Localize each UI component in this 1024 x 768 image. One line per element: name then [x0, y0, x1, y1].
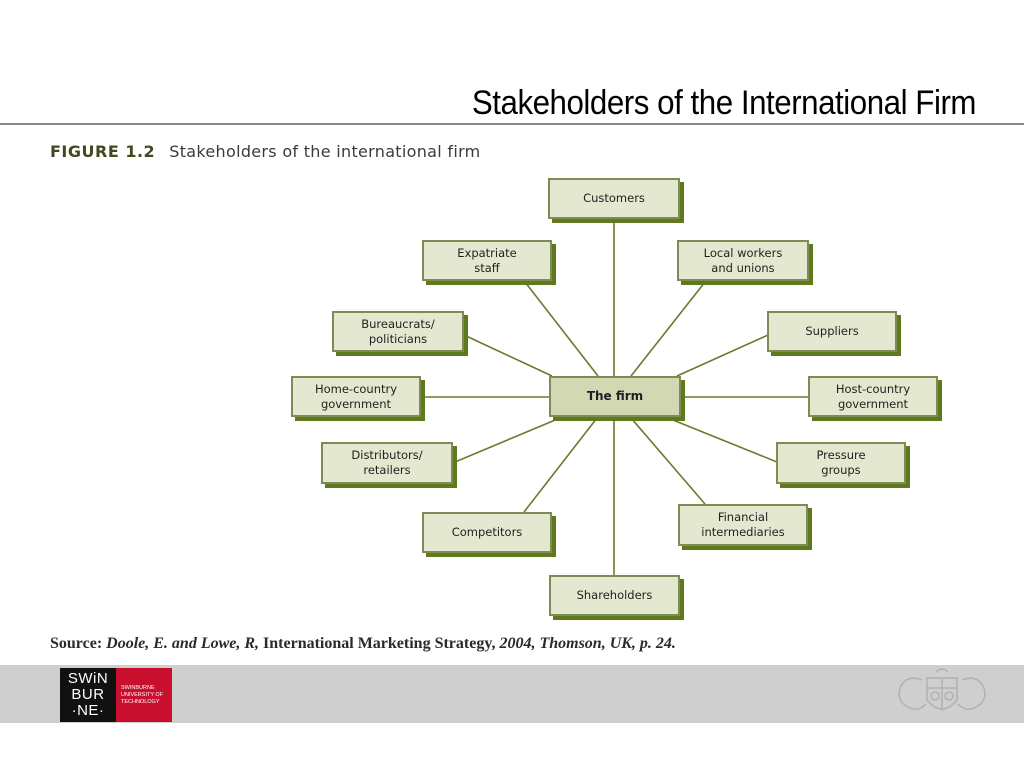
- node-shareholders-label: Shareholders: [576, 588, 653, 602]
- logo-wordmark: [60, 668, 116, 722]
- logo-line-1: SWiN: [67, 670, 109, 687]
- source-authors: Doole, E. and Lowe, R,: [106, 635, 260, 652]
- node-local-workers-label: Local workers and unions: [703, 245, 783, 275]
- source-label: Source:: [50, 635, 103, 652]
- figure-number: FIGURE 1.2: [50, 142, 156, 161]
- node-financial-intermediaries-label: Financial intermediaries: [701, 510, 785, 539]
- figure-source: [50, 633, 676, 655]
- node-bureaucrats: [332, 311, 464, 352]
- connector-suppliers: [677, 335, 768, 376]
- source-details: 2004, Thomson, UK, p. 24.: [499, 635, 676, 652]
- logo-text-1: SWINBURNE: [121, 684, 155, 691]
- node-distributors: [321, 442, 453, 484]
- node-home-government-label: Home-country government: [314, 381, 398, 411]
- node-competitors-label: Competitors: [451, 525, 523, 539]
- connector-pressure-groups: [668, 418, 777, 462]
- logo-text-2: UNIVERSITY OF: [121, 691, 164, 698]
- node-expatriate-staff-label: Expatriate staff: [457, 245, 517, 275]
- node-shareholders: [549, 575, 680, 616]
- connector-distributors: [455, 418, 560, 462]
- node-financial-intermediaries: [678, 504, 808, 546]
- slide-title: Stakeholders of the International Firm: [471, 84, 976, 122]
- node-customers: [548, 178, 680, 219]
- node-distributors-label: Distributors/ retailers: [351, 448, 423, 477]
- node-customers-label: Customers: [583, 191, 645, 205]
- node-expatriate-staff: [422, 240, 552, 281]
- logo-text-block: [116, 668, 172, 722]
- connector-bureaucrats: [464, 335, 552, 376]
- node-suppliers: [767, 311, 897, 352]
- node-home-government: [291, 376, 421, 417]
- logo-text-3: TECHNOLOGY: [121, 698, 160, 705]
- node-local-workers: [677, 240, 809, 281]
- logo-line-3: ·NE·: [71, 702, 105, 719]
- node-the-firm-label: The firm: [586, 389, 644, 403]
- logo-line-2: BUR: [71, 686, 105, 703]
- node-host-government-label: Host-country government: [835, 381, 911, 411]
- connector-financial-intermediaries: [631, 418, 705, 504]
- node-bureaucrats-label: Bureaucrats/ politicians: [361, 316, 435, 346]
- figure-caption-text: Stakeholders of the international firm: [169, 142, 481, 161]
- source-book: International Marketing Strategy,: [263, 635, 496, 652]
- crest-icon: [892, 666, 992, 722]
- node-suppliers-label: Suppliers: [805, 324, 859, 338]
- swinburne-logo: [60, 668, 172, 722]
- node-competitors: [422, 512, 552, 553]
- node-pressure-groups-label: Pressure groups: [816, 448, 866, 477]
- node-the-firm: [549, 376, 681, 417]
- connector-local-workers: [631, 282, 705, 376]
- node-pressure-groups: [776, 442, 906, 484]
- node-host-government: [808, 376, 938, 417]
- connector-competitors: [524, 418, 597, 512]
- connector-expatriate-staff: [525, 282, 598, 376]
